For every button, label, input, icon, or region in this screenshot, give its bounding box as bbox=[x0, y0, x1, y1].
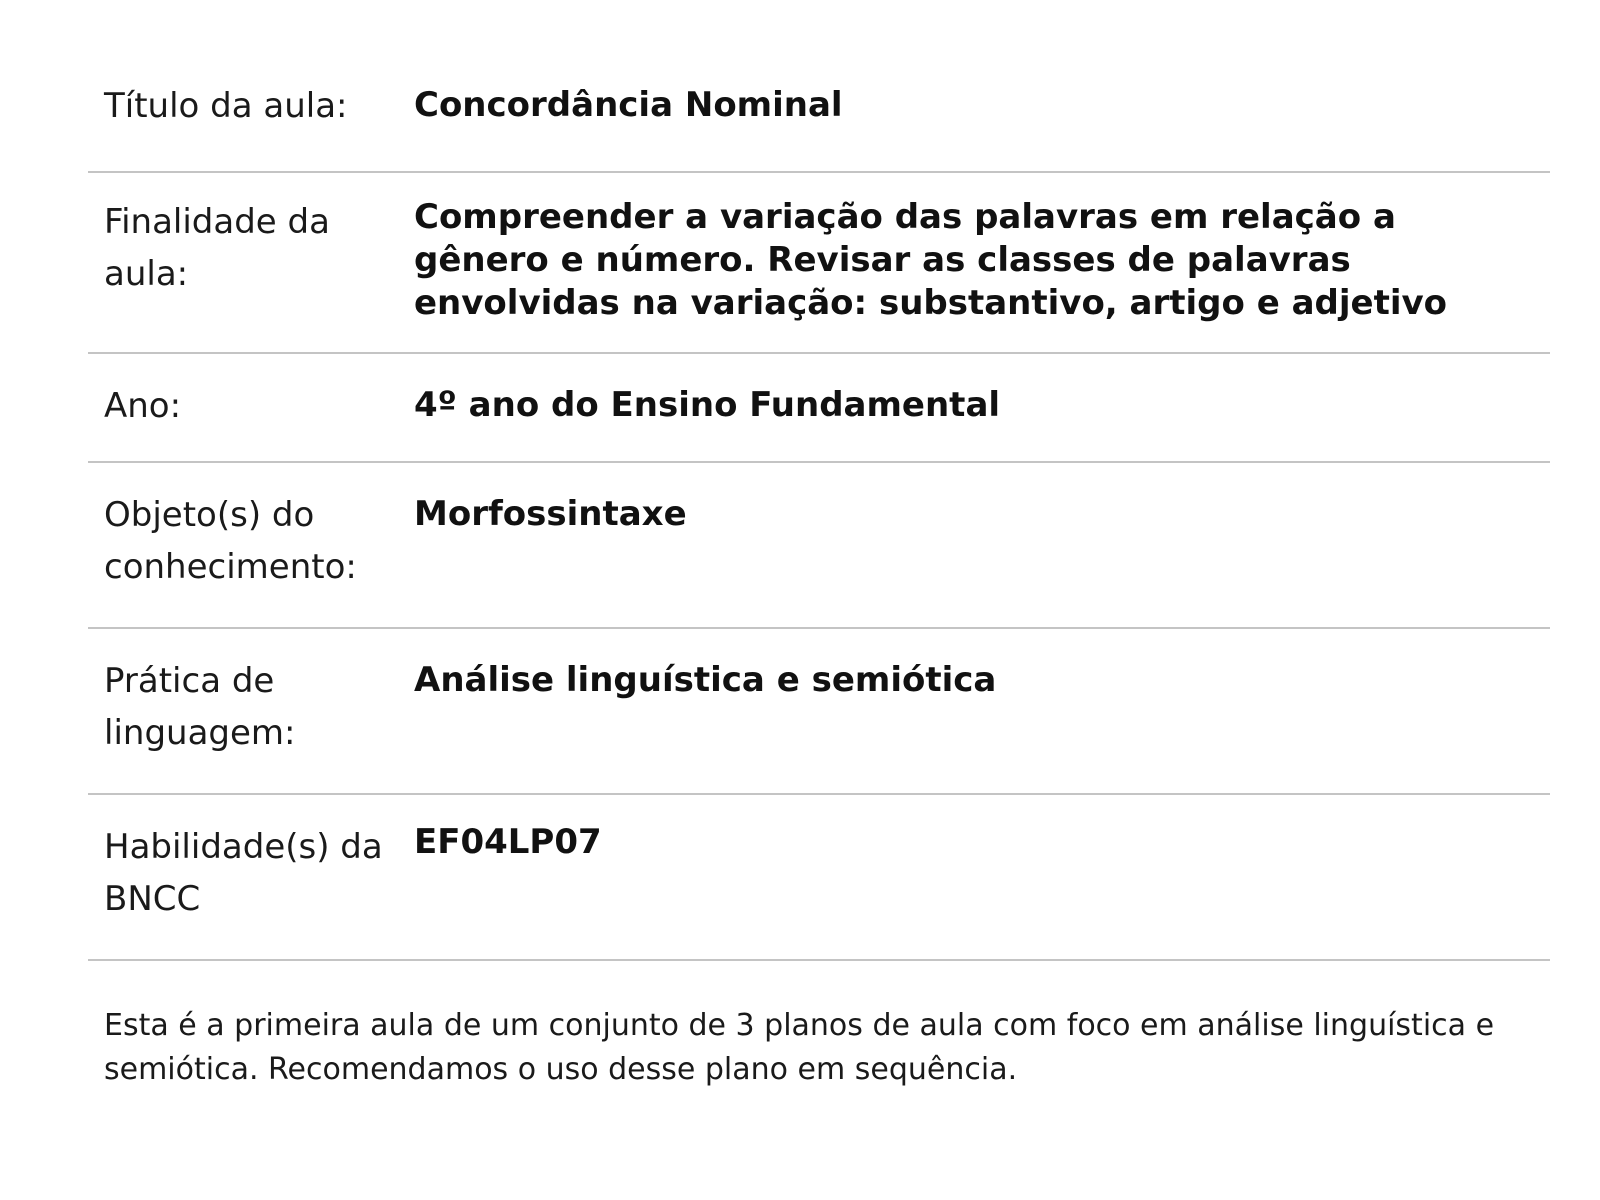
row-value: 4º ano do Ensino Fundamental bbox=[414, 385, 1001, 425]
table-row-objeto bbox=[88, 463, 1550, 629]
row-value: Concordância Nominal bbox=[414, 85, 843, 125]
row-label: Título da aula: bbox=[104, 86, 348, 126]
row-label: Ano: bbox=[104, 386, 182, 426]
row-label: Finalidade da aula: bbox=[104, 202, 330, 294]
table-row-titulo bbox=[88, 64, 1550, 173]
table-row-pratica bbox=[88, 629, 1550, 795]
table-row-ano bbox=[88, 354, 1550, 463]
row-value: Compreender a variação das palavras em relação a gênero e número. Revisar as classes de palavras envolvidas na variação: substantivo, artigo e adjetivo bbox=[414, 197, 1448, 323]
row-value: EF04LP07 bbox=[414, 822, 602, 862]
row-label: Objeto(s) do conhecimento: bbox=[104, 495, 357, 587]
table-row-habilidade bbox=[88, 795, 1550, 961]
sequence-note: Esta é a primeira aula de um conjunto de 3 planos de aula com foco em análise linguística e semiótica. Recomendamos o uso desse plano em sequência. bbox=[104, 1008, 1495, 1087]
row-label: Prática de linguagem: bbox=[104, 661, 296, 753]
row-value: Morfossintaxe bbox=[414, 494, 687, 534]
lesson-info-table bbox=[88, 64, 1550, 961]
row-label: Habilidade(s) da BNCC bbox=[104, 827, 383, 919]
row-value: Análise linguística e semiótica bbox=[414, 660, 997, 700]
table-row-finalidade bbox=[88, 173, 1550, 354]
